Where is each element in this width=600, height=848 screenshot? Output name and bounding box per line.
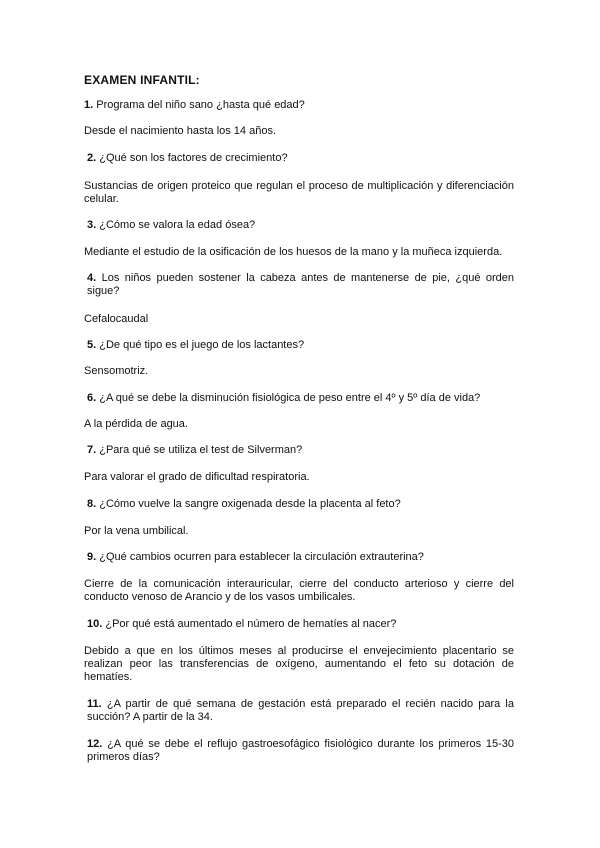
question-7	[87, 444, 514, 457]
question-text: ¿A partir de qué semana de gestación está preparado el recién nacido para la succión? A partir de la 34.	[87, 698, 514, 723]
answer-6: A la pérdida de agua.	[84, 418, 188, 430]
question-number: 5.	[87, 339, 97, 351]
answer-4: Cefalocaudal	[84, 313, 149, 325]
question-number: 10.	[87, 618, 103, 630]
question-12	[87, 738, 514, 764]
question-text: ¿Cómo se valora la edad ósea?	[99, 219, 256, 231]
question-text: ¿De qué tipo es el juego de los lactantes?	[99, 339, 305, 351]
question-number: 3.	[87, 219, 97, 231]
answer-1: Desde el nacimiento hasta los 14 años.	[84, 125, 277, 137]
question-text: ¿A qué se debe el reflujo gastroesofágico fisiológico durante los primeros 15-30 primeros días?	[87, 738, 514, 763]
question-number: 6.	[87, 392, 97, 404]
question-1	[84, 99, 514, 112]
answer-3: Mediante el estudio de la osificación de los huesos de la mano y la muñeca izquierda.	[84, 246, 503, 258]
question-text: ¿Para qué se utiliza el test de Silverman?	[99, 444, 303, 456]
question-text: Los niños pueden sostener la cabeza antes de mantenerse de pie, ¿qué orden sigue?	[87, 272, 514, 297]
answer-7: Para valorar el grado de dificultad respiratoria.	[84, 471, 310, 483]
answer-8: Por la vena umbilical.	[84, 525, 189, 537]
question-4	[87, 272, 514, 298]
question-number: 12.	[87, 738, 103, 750]
question-number: 2.	[87, 152, 97, 164]
question-text: ¿Qué son los factores de crecimiento?	[99, 152, 288, 164]
question-5	[87, 339, 514, 352]
question-number: 8.	[87, 498, 97, 510]
question-text: ¿Cómo vuelve la sangre oxigenada desde la placenta al feto?	[99, 498, 401, 510]
question-11	[87, 698, 514, 724]
answer-10: Debido a que en los últimos meses al producirse el envejecimiento placentario se realizan peor las transferencias de oxígeno, aumentando el feto su dotación de hematíes.	[84, 645, 514, 683]
question-number: 7.	[87, 444, 97, 456]
question-text: ¿Por qué está aumentado el número de hematíes al nacer?	[105, 618, 397, 630]
answer-2: Sustancias de origen proteico que regulan el proceso de multiplicación y diferenciación celular.	[84, 180, 514, 205]
question-10	[87, 618, 514, 631]
question-9	[87, 551, 514, 564]
answer-9: Cierre de la comunicación interauricular, cierre del conducto arterioso y cierre del conducto venoso de Arancio y de los vasos umbilicales.	[84, 578, 514, 603]
question-number: 4.	[87, 272, 97, 284]
question-text: ¿A qué se debe la disminución fisiológica de peso entre el 4º y 5º día de vida?	[99, 392, 481, 404]
question-number: 11.	[87, 698, 102, 710]
question-8	[87, 498, 514, 511]
question-2	[87, 152, 514, 165]
question-3	[87, 219, 514, 232]
question-text: Programa del niño sano ¿hasta qué edad?	[96, 99, 305, 111]
question-number: 9.	[87, 551, 97, 563]
question-text: ¿Qué cambios ocurren para establecer la circulación extrauterina?	[99, 551, 424, 563]
question-6	[87, 392, 514, 405]
question-number: 1.	[84, 99, 94, 111]
page-title: EXAMEN INFANTIL:	[84, 73, 200, 87]
answer-5: Sensomotriz.	[84, 365, 149, 377]
